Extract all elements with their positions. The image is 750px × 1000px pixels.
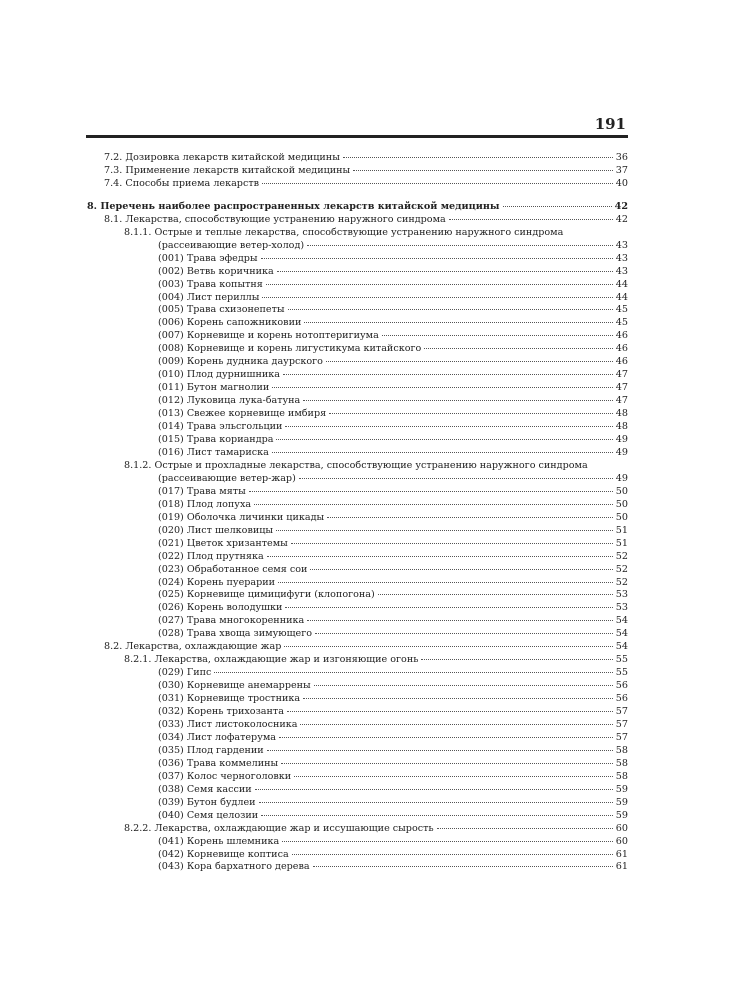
- toc-entry: [158, 628, 628, 641]
- toc-entry-title: (008) Корневище и корень лигустикума китайского: [158, 343, 422, 355]
- toc-entry: [158, 719, 628, 732]
- toc-entry: [158, 693, 628, 706]
- toc-entry-title: (003) Трава копытня: [158, 278, 263, 290]
- toc-entry: [158, 615, 628, 628]
- toc-entry-page: 58: [615, 744, 628, 756]
- toc-entry-page: 45: [615, 304, 628, 316]
- toc-entry-title: (033) Лист листоколосника: [158, 718, 298, 730]
- toc-entry-page: 57: [615, 706, 628, 718]
- toc-entry: [104, 152, 628, 165]
- toc-entry-page: 51: [615, 537, 628, 549]
- toc-entry: [158, 706, 628, 719]
- toc-entry: [158, 680, 628, 693]
- toc-entry-title: (018) Плод лопуха: [158, 498, 252, 510]
- toc-entry-page: 43: [615, 239, 628, 251]
- dot-leader: [249, 491, 613, 492]
- dot-leader: [329, 413, 613, 414]
- toc-entry: [158, 447, 628, 460]
- dot-leader: [421, 659, 612, 660]
- dot-leader: [303, 400, 613, 401]
- toc-entry: [104, 214, 628, 227]
- toc-entry: [158, 551, 628, 564]
- toc-entry: [158, 836, 628, 849]
- toc-entry-page: 54: [615, 615, 628, 627]
- toc-entry-title: 8.2. Лекарства, охлаждающие жар: [104, 641, 282, 653]
- dot-leader: [449, 219, 613, 220]
- toc-entry-title: (004) Лист периллы: [158, 291, 260, 303]
- toc-entry-page: 43: [615, 252, 628, 264]
- toc-entry-title: (030) Корневище анемаррены: [158, 680, 311, 692]
- toc-entry-title: (042) Корневище коптиса: [158, 848, 289, 860]
- dot-leader: [353, 170, 613, 171]
- toc-entry-page: 44: [615, 278, 628, 290]
- toc-entry-page: 56: [615, 693, 628, 705]
- toc-entry-page: 52: [615, 550, 628, 562]
- dot-leader: [288, 309, 613, 310]
- toc-entry: [158, 525, 628, 538]
- toc-entry-title: (020) Лист шелковицы: [158, 524, 274, 536]
- dot-leader: [262, 183, 613, 184]
- toc-entry-page: 52: [615, 576, 628, 588]
- toc-entry-page: 55: [615, 654, 628, 666]
- dot-leader: [284, 646, 612, 647]
- toc-entry-title: (024) Корень пуерарии: [158, 576, 276, 588]
- toc-entry-page: 59: [615, 809, 628, 821]
- toc-entry: [158, 602, 628, 615]
- toc-entry-page: 36: [615, 152, 628, 163]
- toc-entry: [158, 745, 628, 758]
- toc-entry-title: (023) Обработанное семя сои: [158, 563, 308, 575]
- dot-leader: [326, 361, 613, 362]
- toc-entry-page: 57: [615, 718, 628, 730]
- toc-entry-page: 50: [615, 511, 628, 523]
- toc-entry: [158, 356, 628, 369]
- toc-entry-title: (016) Лист тамариска: [158, 446, 269, 458]
- toc-entry-page: 58: [615, 757, 628, 769]
- toc-entry-title: 8.2.2. Лекарства, охлаждающие жар и иссушающие сырость: [124, 822, 434, 834]
- dot-leader: [282, 841, 613, 842]
- toc-entry-title: (035) Плод гардении: [158, 744, 264, 756]
- toc-entry-page: 58: [615, 770, 628, 782]
- dot-leader: [285, 607, 612, 608]
- toc-chapter: [87, 201, 628, 214]
- toc-entry-page: 60: [615, 835, 628, 847]
- toc-entry-page: 52: [615, 563, 628, 575]
- toc-entry-page: 47: [615, 382, 628, 394]
- toc-entry: [124, 823, 628, 836]
- dot-leader: [378, 594, 613, 595]
- toc-entry: [158, 369, 628, 382]
- dot-leader: [261, 258, 613, 259]
- toc-entry: [158, 382, 628, 395]
- toc-entry: [158, 849, 628, 862]
- toc-entry-title: (021) Цветок хризантемы: [158, 537, 288, 549]
- toc-entry-title: 7.3. Применение лекарств китайской медицины: [104, 164, 351, 176]
- toc-entry-title: (029) Гипс: [158, 667, 212, 679]
- dot-leader: [424, 348, 613, 349]
- toc-entry: [124, 227, 628, 240]
- toc-entry: [124, 460, 628, 473]
- toc-entry-page: 59: [615, 796, 628, 808]
- dot-leader: [503, 206, 612, 207]
- toc-entry: [158, 292, 628, 305]
- toc-entry: [158, 266, 628, 279]
- toc-entry-page: 42: [615, 213, 628, 225]
- toc-entry-page: 61: [615, 848, 628, 860]
- toc-entry-title: (039) Бутон будлеи: [158, 796, 256, 808]
- toc-entry-title: (036) Трава коммелины: [158, 757, 279, 769]
- dot-leader: [255, 789, 613, 790]
- dot-leader: [294, 776, 613, 777]
- dot-leader: [254, 504, 613, 505]
- toc-entry-title: 8. Перечень наиболее распространенных лекарств китайской медицины: [87, 200, 500, 212]
- toc-entry-title: (рассеивающие ветер-холод): [158, 239, 305, 251]
- toc-entry-page: 59: [615, 783, 628, 795]
- toc-entry-page: 43: [615, 265, 628, 277]
- toc-entry-page: 49: [615, 446, 628, 458]
- toc-entry: [158, 758, 628, 771]
- toc-entry-title: (019) Оболочка личинки цикады: [158, 511, 325, 523]
- toc-entry-title: 8.1. Лекарства, способствующие устранению наружного синдрома: [104, 213, 446, 225]
- dot-leader: [267, 750, 613, 751]
- toc-entry-page: 44: [615, 291, 628, 303]
- toc-entry-title: (017) Трава мяты: [158, 485, 246, 497]
- toc-entry-title: (032) Корень трихозанта: [158, 706, 284, 718]
- toc-entry-title: 8.2.1. Лекарства, охлаждающие жар и изгоняющие огонь: [124, 654, 419, 666]
- toc-entry: [158, 434, 628, 447]
- dot-leader: [310, 569, 612, 570]
- toc-entry-title: (026) Корень володушки: [158, 602, 283, 614]
- toc-entry-title: (010) Плод дурнишника: [158, 369, 280, 381]
- toc-entry-title: (012) Луковица лука-батуна: [158, 395, 301, 407]
- toc-entry-page: 49: [615, 472, 628, 484]
- dot-leader: [262, 297, 612, 298]
- dot-leader: [276, 530, 613, 531]
- toc-entry-title: 7.4. Способы приема лекарств: [104, 177, 260, 189]
- toc-entry-title: (025) Корневище цимицифуги (клопогона): [158, 589, 375, 601]
- dot-leader: [276, 439, 612, 440]
- toc-entry-title: (022) Плод прутняка: [158, 550, 264, 562]
- toc-entry-page: 54: [615, 628, 628, 640]
- toc-entry-page: 42: [614, 200, 628, 212]
- toc-entry: [158, 797, 628, 810]
- dot-leader: [313, 866, 613, 867]
- toc-entry: [104, 641, 628, 654]
- dot-leader: [291, 543, 613, 544]
- toc-entry: [158, 732, 628, 745]
- toc-entry-page: 53: [615, 602, 628, 614]
- toc-entry: [158, 771, 628, 784]
- toc-entry-title: (040) Семя целозии: [158, 809, 259, 821]
- toc-entry-title: (031) Корневище тростника: [158, 693, 301, 705]
- toc-entry-title: (005) Трава схизонепеты: [158, 304, 285, 316]
- dot-leader: [300, 724, 612, 725]
- toc-entry: [158, 861, 628, 874]
- toc-entry: [158, 589, 628, 602]
- toc-entry-page: 50: [615, 498, 628, 510]
- dot-leader: [277, 271, 613, 272]
- toc-entry: [104, 178, 628, 191]
- toc-entry-title: (015) Трава кориандра: [158, 434, 274, 446]
- toc-entry: [158, 473, 628, 486]
- dot-leader: [343, 157, 613, 158]
- toc-entry: [158, 408, 628, 421]
- toc-entry: [158, 304, 628, 317]
- dot-leader: [259, 802, 613, 803]
- toc-entry: [158, 499, 628, 512]
- toc-entry: [158, 486, 628, 499]
- dot-leader: [267, 556, 613, 557]
- toc-entry: [124, 654, 628, 667]
- toc-entry-page: 51: [615, 524, 628, 536]
- toc-entry-page: 53: [615, 589, 628, 601]
- dot-leader: [292, 854, 613, 855]
- toc-entry: [158, 810, 628, 823]
- dot-leader: [327, 517, 613, 518]
- toc-entry: [158, 279, 628, 292]
- toc-entry-page: 54: [615, 641, 628, 653]
- dot-leader: [285, 426, 612, 427]
- dot-leader: [314, 685, 613, 686]
- dot-leader: [437, 828, 613, 829]
- dot-leader: [272, 452, 613, 453]
- toc-entry-page: 50: [615, 485, 628, 497]
- toc-entry-page: 40: [615, 177, 628, 189]
- toc-entry-page: 47: [615, 395, 628, 407]
- dot-leader: [214, 672, 612, 673]
- toc-entry-title: 8.1.2. Острые и прохладные лекарства, способствующие устранению наружного синдрома: [124, 459, 588, 471]
- dot-leader: [272, 387, 612, 388]
- toc-entry: [158, 667, 628, 680]
- toc-entry-title: (006) Корень сапожниковии: [158, 317, 302, 329]
- toc-entry: [158, 330, 628, 343]
- dot-leader: [281, 763, 613, 764]
- dot-leader: [303, 698, 613, 699]
- dot-leader: [283, 374, 613, 375]
- toc-entry-title: (007) Корневище и корень нотоптеригиума: [158, 330, 379, 342]
- toc-entry-title: (037) Колос черноголовки: [158, 770, 292, 782]
- toc-entry: [158, 577, 628, 590]
- toc-entry-page: 60: [615, 822, 628, 834]
- toc-entry-title: (043) Кора бархатного дерева: [158, 861, 310, 873]
- toc-entry: [158, 240, 628, 253]
- toc-entry-page: 48: [615, 421, 628, 433]
- dot-leader: [287, 711, 613, 712]
- toc-entry-title: (011) Бутон магнолии: [158, 382, 270, 394]
- dot-leader: [266, 284, 613, 285]
- toc-entry-title: (001) Трава эфедры: [158, 252, 258, 264]
- toc-entry-title: (028) Трава хвоща зимующего: [158, 628, 313, 640]
- table-of-contents: [87, 152, 628, 874]
- toc-entry-title: (013) Свежее корневище имбиря: [158, 408, 327, 420]
- toc-entry: [158, 343, 628, 356]
- toc-entry: [158, 784, 628, 797]
- dot-leader: [307, 620, 613, 621]
- toc-entry-title: (038) Семя кассии: [158, 783, 252, 795]
- toc-entry-title: (027) Трава многокоренника: [158, 615, 305, 627]
- toc-entry: [158, 395, 628, 408]
- toc-entry-title: (034) Лист лофатерума: [158, 731, 277, 743]
- toc-entry-page: 47: [615, 369, 628, 381]
- toc-entry: [158, 317, 628, 330]
- toc-entry-title: (рассеивающие ветер-жар): [158, 472, 296, 484]
- dot-leader: [315, 633, 613, 634]
- header-rule: [86, 135, 628, 138]
- toc-entry-title: (009) Корень дудника даурского: [158, 356, 323, 368]
- dot-leader: [278, 582, 613, 583]
- dot-leader: [382, 335, 613, 336]
- toc-entry-title: 8.1.1. Острые и теплые лекарства, способствующие устранению наружного синдрома: [124, 226, 564, 238]
- toc-entry-page: 46: [615, 356, 628, 368]
- toc-entry-page: 56: [615, 680, 628, 692]
- toc-entry: [158, 538, 628, 551]
- toc-entry: [158, 512, 628, 525]
- toc-entry-page: 61: [615, 861, 628, 873]
- toc-entry-page: 46: [615, 330, 628, 342]
- toc-entry-page: 45: [615, 317, 628, 329]
- toc-entry-page: 55: [615, 667, 628, 679]
- dot-leader: [307, 245, 613, 246]
- dot-leader: [299, 478, 613, 479]
- toc-entry-page: 49: [615, 434, 628, 446]
- toc-entry-page: 37: [615, 164, 628, 176]
- toc-entry-title: (041) Корень шлемника: [158, 835, 280, 847]
- toc-entry: [158, 564, 628, 577]
- dot-leader: [304, 322, 612, 323]
- toc-entry: [158, 421, 628, 434]
- dot-leader: [279, 737, 613, 738]
- toc-entry-title: (014) Трава эльсгольции: [158, 421, 283, 433]
- toc-entry-title: (002) Ветвь коричника: [158, 265, 274, 277]
- toc-entry-title: 7.2. Дозировка лекарств китайской медицины: [104, 152, 340, 163]
- page-number: 191: [594, 115, 626, 133]
- toc-entry-page: 48: [615, 408, 628, 420]
- toc-entry: [158, 253, 628, 266]
- toc-entry-page: 57: [615, 731, 628, 743]
- toc-entry: [104, 165, 628, 178]
- dot-leader: [261, 815, 613, 816]
- toc-entry-page: 46: [615, 343, 628, 355]
